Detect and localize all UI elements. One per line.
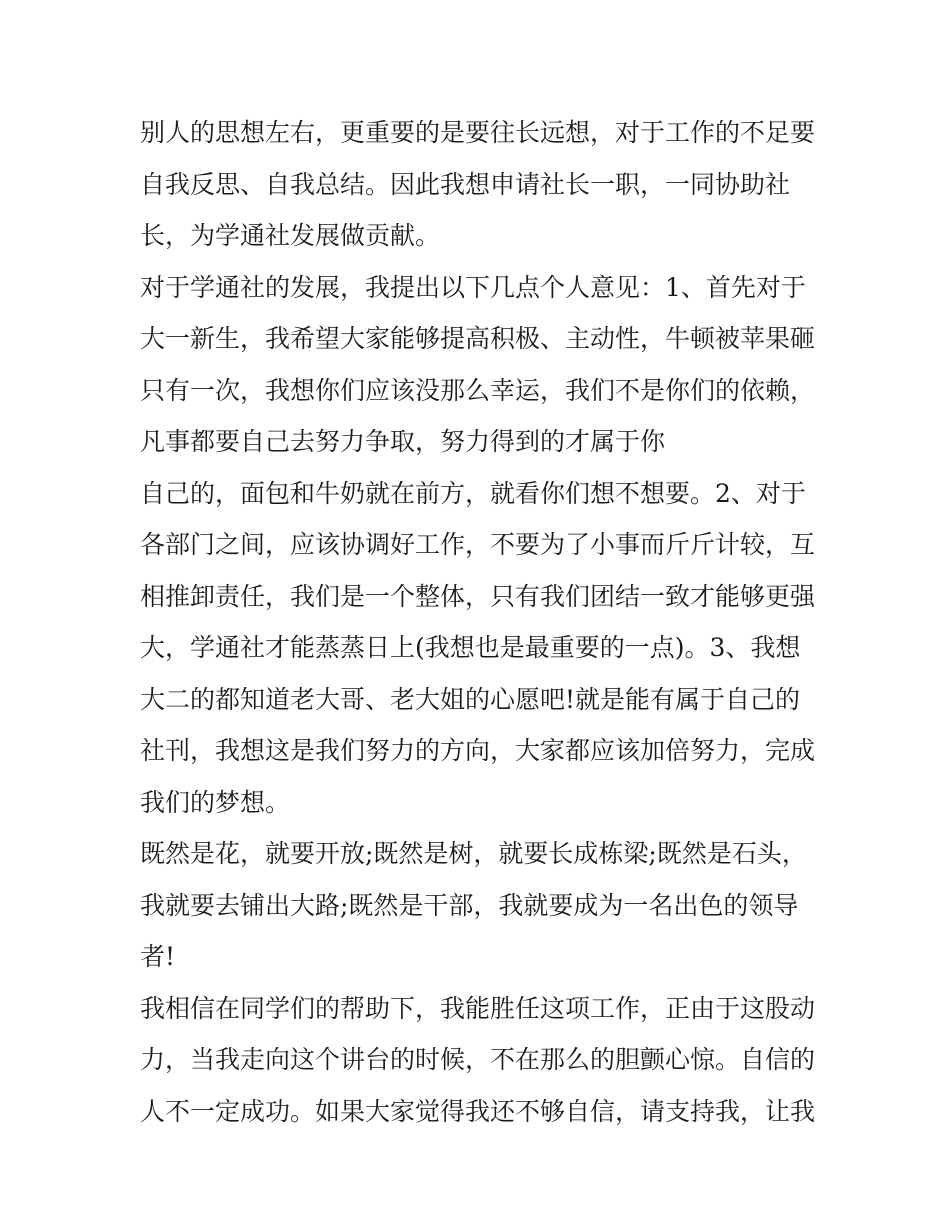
text-line-2: 自我反思、自我总结。因此我想申请社长一职，一同协助社 bbox=[140, 169, 791, 199]
text-line-17: 者! bbox=[140, 942, 176, 971]
body-text bbox=[140, 107, 830, 1137]
text-line-10: 相推卸责任，我们是一个整体，只有我们团结一致才能够更强 bbox=[140, 581, 816, 611]
text-line-14: 我们的梦想。 bbox=[140, 787, 291, 817]
text-line-11: 大，学通社才能蒸蒸日上(我想也是最重要的一点)。3、我想 bbox=[140, 633, 801, 662]
text-line-15: 既然是花，就要开放;既然是树，就要长成栋梁;既然是石头， bbox=[140, 839, 807, 868]
text-line-20: 人不一定成功。如果大家觉得我还不够自信，请支持我，让我 bbox=[140, 1096, 816, 1126]
text-line-7: 凡事都要自己去努力争取，努力得到的才属于你 bbox=[140, 427, 666, 456]
text-line-4: 对于学通社的发展，我提出以下几点个人意见：1、首先对于 bbox=[140, 272, 806, 302]
text-line-5: 大一新生，我希望大家能够提高积极、主动性，牛顿被苹果砸 bbox=[140, 324, 816, 353]
text-line-13: 社刊，我想这是我们努力的方向，大家都应该加倍努力，完成 bbox=[140, 736, 816, 765]
text-line-16: 我就要去铺出大路;既然是干部，我就要成为一名出色的领导 bbox=[140, 890, 799, 920]
text-line-1: 别人的思想左右，更重要的是要往长远想，对于工作的不足要 bbox=[140, 118, 816, 147]
text-line-19: 力，当我走向这个讲台的时候，不在那么的胆颤心惊。自信的 bbox=[140, 1045, 816, 1074]
text-line-6: 只有一次，我想你们应该没那么幸运，我们不是你们的依赖， bbox=[140, 375, 816, 405]
text-line-8: 自己的，面包和牛奶就在前方，就看你们想不想要。2、对于 bbox=[140, 478, 806, 508]
text-line-3: 长，为学通社发展做贡献。 bbox=[140, 221, 441, 250]
text-line-9: 各部门之间，应该协调好工作，不要为了小事而斤斤计较，互 bbox=[140, 530, 816, 559]
text-line-12: 大二的都知道老大哥、老大姐的心愿吧!就是能有属于自己的 bbox=[140, 684, 801, 714]
text-line-18: 我相信在同学们的帮助下，我能胜任这项工作，正由于这股动 bbox=[140, 993, 816, 1023]
